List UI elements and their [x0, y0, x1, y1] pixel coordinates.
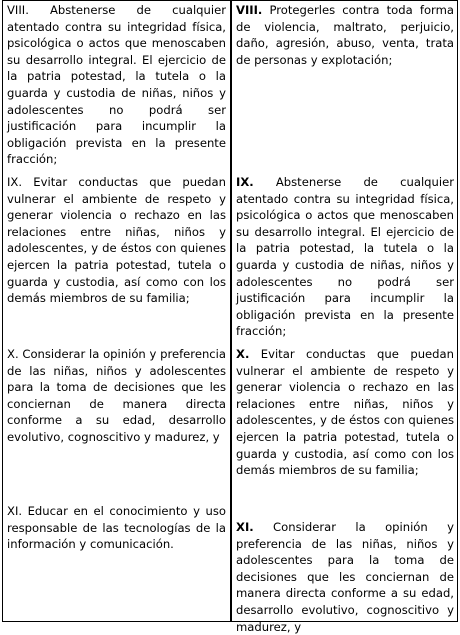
left-paragraph-text: XI. Educar en el conocimiento y uso responsable de las tecnologías de la información y comunicación.	[7, 504, 226, 552]
comparison-table	[2, 0, 458, 634]
right-paragraph-ix	[236, 174, 454, 340]
right-paragraph-text: Considerar la opinión y preferencia de las niñas, niños y adolescentes para la toma de decisiones que les conciernan de manera directa conforme a su edad, desarrollo evolutivo, cognoscitivo y madurez, y	[236, 520, 454, 634]
column-divider	[230, 1, 232, 621]
right-paragraph-number: X.	[236, 347, 250, 361]
right-paragraph-text: Evitar conductas que puedan vulnerar el ambiente de respeto y generar violencia o rechazo en las relaciones entre niñas, niños y adolescentes, y de éstos con quienes ejercen la patria potestad, tutela o guarda y custodia, así como con los demás miembros de su familia;	[236, 347, 454, 478]
left-paragraph-xi	[7, 503, 226, 553]
right-paragraph-text: Protegerles contra toda forma de violencia, maltrato, perjuicio, daño, agresión, abuso, venta, trata de personas y explotación;	[236, 3, 454, 67]
right-paragraph-viii	[236, 2, 454, 68]
right-paragraph-xi	[236, 519, 454, 635]
right-paragraph-number: VIII.	[236, 3, 263, 17]
left-paragraph-text: X. Considerar la opinión y preferencia de las niñas, niños y adolescentes para la toma de decisiones que les conciernan de manera directa conforme a su edad, desarrollo evolutivo, cognoscitivo y madurez, y	[7, 347, 226, 444]
right-paragraph-number: XI.	[236, 520, 254, 534]
left-paragraph-text: IX. Evitar conductas que puedan vulnerar el ambiente de respeto y generar violencia o rechazo en las relaciones entre niñas, niños y adolescentes, y de éstos con quienes ejercen la patria potestad, tutela o guarda y custodia, así como con los demás miembros de su familia;	[7, 175, 226, 306]
left-paragraph-viii	[7, 2, 226, 168]
left-paragraph-x	[7, 346, 226, 446]
right-paragraph-x	[236, 346, 454, 479]
right-paragraph-text: Abstenerse de cualquier atentado contra su integridad física, psicológica o actos que menoscaben su desarrollo integral. El ejercicio de la patria potestad, la tutela o la guarda y custodia de niñas, niños y adolescentes no podrá ser justificación para incumplir la obligación prevista en la presente fracción;	[236, 175, 454, 339]
left-paragraph-ix	[7, 174, 226, 307]
right-paragraph-number: IX.	[236, 175, 254, 189]
left-paragraph-text: VIII. Abstenerse de cualquier atentado contra su integridad física, psicológica o actos que menoscaben su desarrollo integral. El ejercicio de la patria potestad, la tutela o la guarda y custodia de niñas, niños y adolescentes no podrá ser justificación para incumplir la obligación prevista en la presente fracción;	[7, 3, 226, 167]
